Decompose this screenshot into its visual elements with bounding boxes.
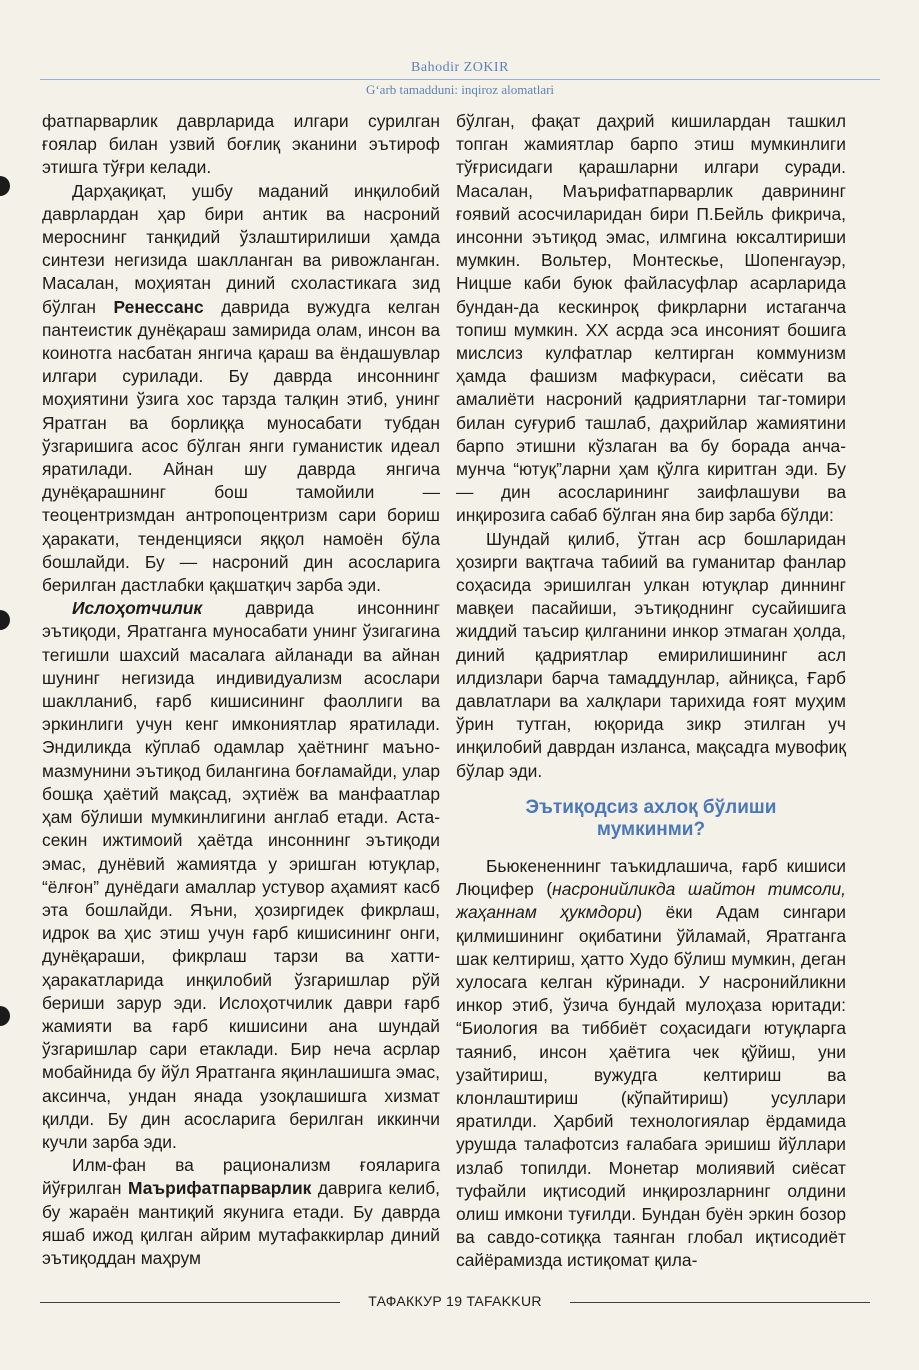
header-author: Bahodir ZOKIR — [411, 60, 509, 75]
paragraph: Дарҳақиқат, ушбу маданий инқилобий даврлардан ҳар бири антик ва насроний мероснинг танқидий ўзлаштирилиши ҳамда синтези негизида шаклланган ва ривожланган. Масалан, моҳиятан диний схоластикага зид бўлган Ренессанс даврида вужудга келган пантеистик дунёқараш замирида олам, инсон ва коинотга насбатан янгича қараш ва ёндашувлар илгари сурилади. Бу даврда инсоннинг моҳиятини ўзига хос тарзда талқин этиб, унинг Яратган ва борлиққа муносабати тубдан ўзгаришига асос бўлган янги гуманистик идеал яратилади. Айнан шу даврда янгича дунёқарашнинг бош тамойили — теоцентризмдан антропоцентризм сари бориш ҳаракати, тенденцияси яққол намоён бўла бошлайди. Бу — насроний дин асосларига берилган дастлабки қақшатқич зарба эди. — [42, 180, 441, 596]
left-column — [42, 110, 440, 1270]
term-enlightenment: Маърифатпарварлик — [128, 1178, 312, 1199]
paragraph: фатпарварлик даврларида илгари сурилган ғоялар билан узвий боғлиқ эканини эътироф этишга тўғри келади. — [42, 111, 440, 178]
binder-hole — [0, 610, 10, 630]
binder-hole — [0, 176, 10, 196]
running-header — [40, 60, 880, 98]
page-number: ТАФАККУР 19 TAFAKKUR — [362, 1293, 548, 1309]
section-heading-line: Эътиқодсиз ахлоқ бўлиши — [525, 796, 777, 818]
section-heading-line: мумкинми? — [596, 818, 706, 840]
paragraph: Ислоҳотчилик даврида инсоннинг эътиқоди, Яратганга муносабати унинг ўзигагина тегишли шахсий масалага айланади ва айнан шунинг негизида индивидуализм асослари шаклланиб, ғарб кишисининг фаоллиги ва эркинлиги учун кенг имкониятлар яратилади. Эндиликда кўплаб одамлар ҳаётнинг маъно-мазмунини эътиқод билангина боғламайди, улар бошқа ҳаётий мақсад, эҳтиёж ва манфаатлар ҳам бўлиши мумкинлигини англаб етади. Аста-секин ижтимоий ҳаётда инсоннинг эътиқоди эмас, дунёвий жамиятда у эришган ютуқлар, “ёлғон” дунёдаги амаллар устувор аҳамият касб эта бошлайди. Яъни, ҳозиргидек фикрлаш, идрок ва ҳис этиш учун ғарб кишисининг онги, дунёқараши, фикрлаш тарзи ва хатти-ҳаракатларида инқилобий ўзгаришлар рўй бериши зарур эди. Ислоҳотчилик даври ғарб жамияти ва ғарб кишисини ана шундай ўзгаришлар сари етаклади. Бир неча асрлар мобайнида бу йўл Яратганга яқинлашишга эмас, аксинча, ундан янада узоқлашишга хизмат қилди. Бу дин асосларига берилган иккинчи кучли зарба эди. — [42, 598, 440, 1152]
right-column — [456, 110, 846, 1273]
paragraph: Бьюкененнинг таъкидлашича, ғарб кишиси Люцифер (насронийликда шайтон тимсоли, жаҳаннам ҳукмдори) ёки Адам сингари қилмишининг оқибатини ўйламай, Яратганга шак келтириш, ҳатто Худо бўлиш мумкин, деган хулосага келган кўринади. У насронийликни инкор этиб, ўзича бундай мулоҳаза юритади: “Биология ва тиббиёт соҳасидаги ютуқларга таяниб, инсон ҳаётига чек қўйиш, уни узайтириш, вужудга келтириш ва клонлаштириш (кўпайтириш) усуллари яратилди. Ҳарбий технологиялар ёрдамида урушда талафотсиз ғалабага эришиш йўллари излаб топилди. Монетар молиявий сиёсат туфайли иқтисодий инқирозларнинг олдини олиш имкони туғилди. Бундан буён эркин бозор ва савдо-сотиққа таянган глобал иқтисодиёт сайёрамизда истиқомат қила- — [456, 855, 847, 1271]
section-heading — [456, 797, 846, 841]
page-footer — [40, 1292, 870, 1312]
paragraph: Шундай қилиб, ўтган аср бошларидан ҳозирги вақтгача табиий ва гуманитар фанлар соҳасида эришилган улкан ютуқлар диннинг мавқеи пасайиши, эътиқоднинг сусайишига жиддий таъсир қилганини инкор этмаган ҳолда, диний қадриятлар емирилишининг асл илдизлари барча тамаддунлар, айниқса, Ғарб давлатлари ва халқлари тарихида ғоят муҳим ўрин тутган, юқорида зикр этилган уч инқилобий даврдан изланса, мақсадга мувофиқ бўлар эди. — [456, 528, 846, 781]
header-subtitle: G‘arb tamadduni: inqiroz alomatlari — [365, 82, 555, 97]
binder-hole — [0, 1006, 10, 1026]
header-rule — [40, 79, 880, 80]
term-renaissance: Ренессанс — [113, 296, 204, 317]
term-reformation: Ислоҳотчилик — [72, 598, 203, 619]
footer-label — [40, 1293, 870, 1309]
italic-gloss: насронийликда шайтон тимсоли, жаҳаннам ҳукмдори — [456, 879, 847, 923]
paragraph: бўлган, фақат даҳрий кишилардан ташкил топган жамиятлар барпо этиш мумкинлиги тўғрисидаги қарашларни илгари суради. Масалан, Маърифатпарварлик даврининг ғоявий асосчиларидан бири П.Бейль фикрича, инсонни эътиқод эмас, илмгина юксалтириши мумкин. Вольтер, Монтескье, Шопенгауэр, Ницше каби буюк файласуфлар асарларида бундан-да кескинроқ фикрларни истаганча топиш мумкин. XX асрда эса инсоният бошига мислсиз кулфатлар келтирган коммунизм ҳамда фашизм мафкураси, сиёсати ва амалиёти насроний қадриятларни таг-томири билан суғуриб ташлаб, даҳрийлар жамиятини барпо этишни кўзлаган ва бу борада анча-мунча “ютуқ”ларни ҳам қўлга киритган эди. Бу — дин асосларининг заифлашуви ва инқирозига сабаб бўлган яна бир зарба бўлди: — [456, 111, 846, 526]
paragraph: Илм-фан ва рационализм ғояларига йўғрилган Маърифатпарварлик даврига келиб, бу жараён мантиқий якунига етади. Бу даврда яшаб ижод қилган айрим мутафаккирлар диний эътиқоддан маҳрум — [42, 1155, 441, 1268]
